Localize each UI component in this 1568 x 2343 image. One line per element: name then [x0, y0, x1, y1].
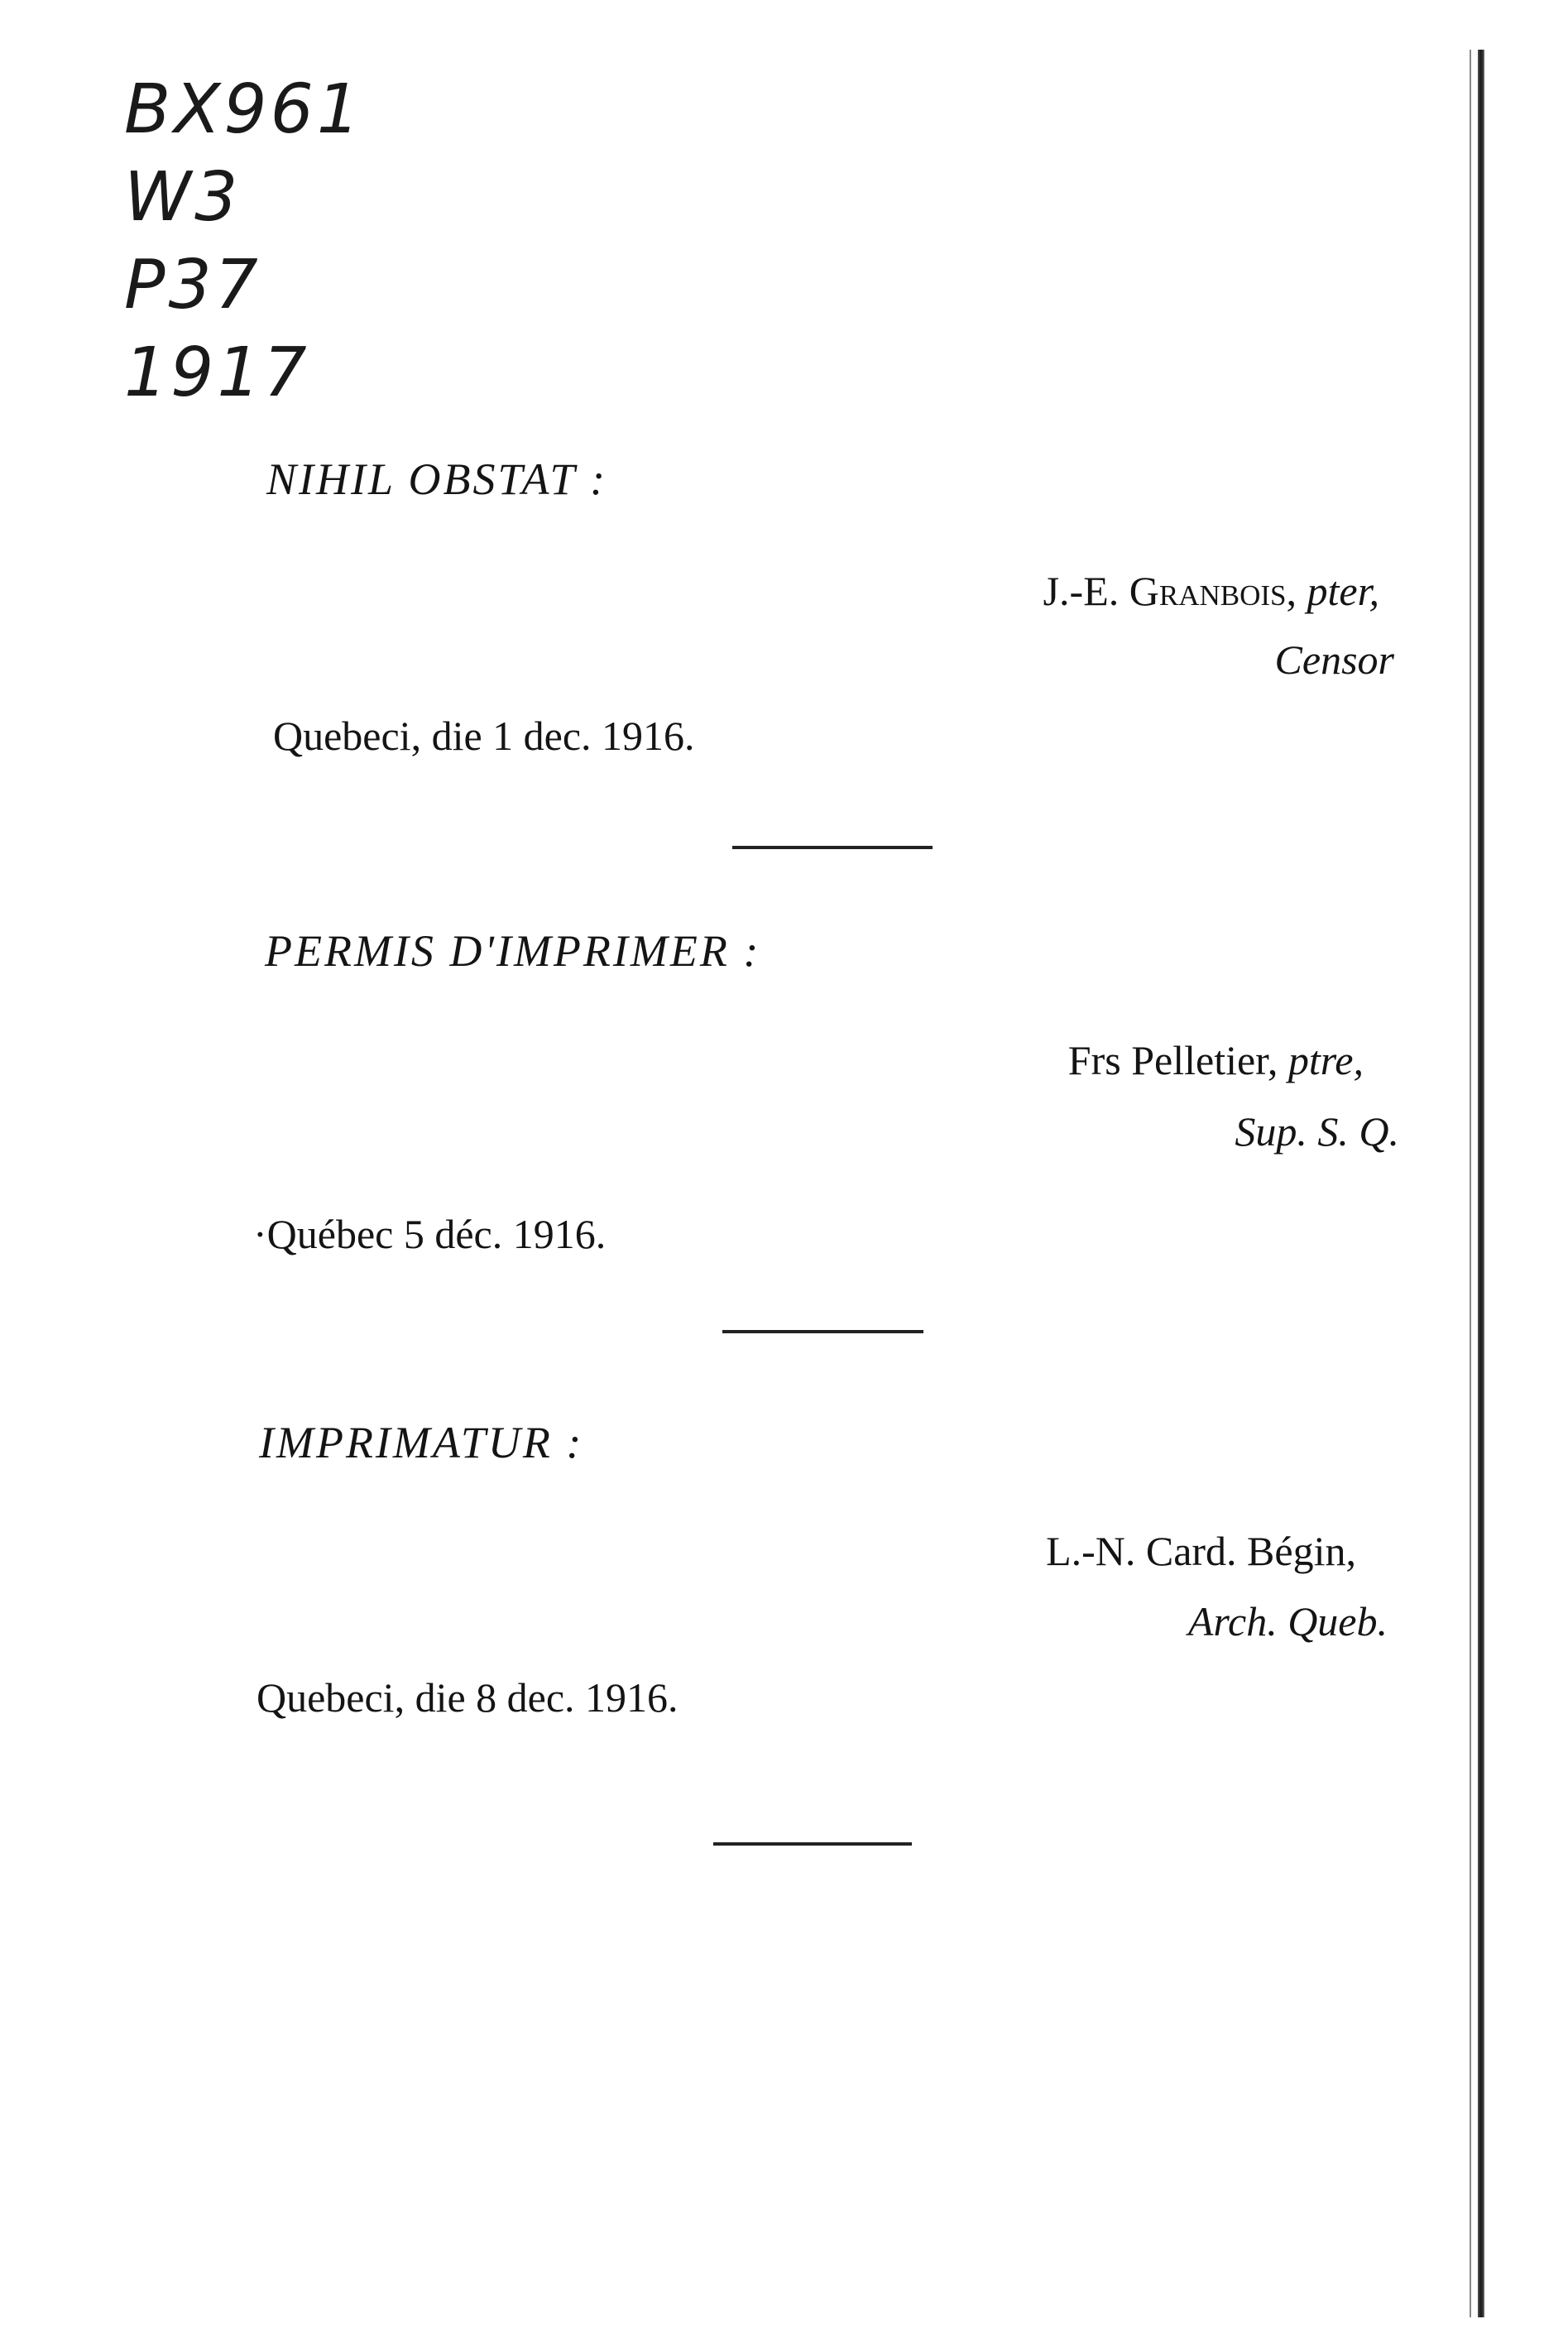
signatory-name — [1068, 1036, 1364, 1084]
signatory-title: Arch. Queb. — [1187, 1598, 1388, 1644]
signatory-role: ptre, — [1287, 1037, 1364, 1083]
signatory-role: pter, — [1307, 568, 1379, 614]
section-divider — [722, 1330, 923, 1333]
signatory-title: Sup. S. Q. — [1235, 1108, 1399, 1155]
section-heading-nihil-obstat: NIHIL OBSTAT : — [266, 454, 608, 504]
call-number-line: 1917 — [124, 334, 310, 412]
page-binding-edge — [1478, 50, 1484, 2317]
section-divider — [732, 846, 933, 849]
signatory-title: Censor — [1274, 636, 1394, 683]
approval-date: Quebeci, die 8 dec. 1916. — [257, 1674, 679, 1721]
call-number-line: BX961 — [124, 70, 363, 149]
signatory-name-text: J.-E. Granbois, — [1043, 568, 1297, 614]
call-number-line: W3 — [124, 158, 242, 237]
signatory-name-text: Frs Pelletier, — [1067, 1037, 1278, 1083]
signatory-name-text: L.-N. Card. Bégin, — [1046, 1528, 1356, 1574]
approval-date: ·Québec 5 déc. 1916. — [253, 1211, 607, 1257]
handwritten-call-number — [124, 66, 363, 417]
call-number-line: P37 — [124, 246, 261, 324]
section-divider — [713, 1842, 912, 1846]
signatory-name — [1043, 567, 1379, 615]
signatory-name — [1046, 1527, 1356, 1575]
approval-date: Quebeci, die 1 dec. 1916. — [273, 713, 695, 759]
page-edge-shadow — [1470, 50, 1471, 2317]
section-heading-imprimatur: IMPRIMATUR : — [259, 1418, 584, 1467]
section-heading-permis-d-imprimer: PERMIS D'IMPRIMER : — [265, 926, 761, 976]
